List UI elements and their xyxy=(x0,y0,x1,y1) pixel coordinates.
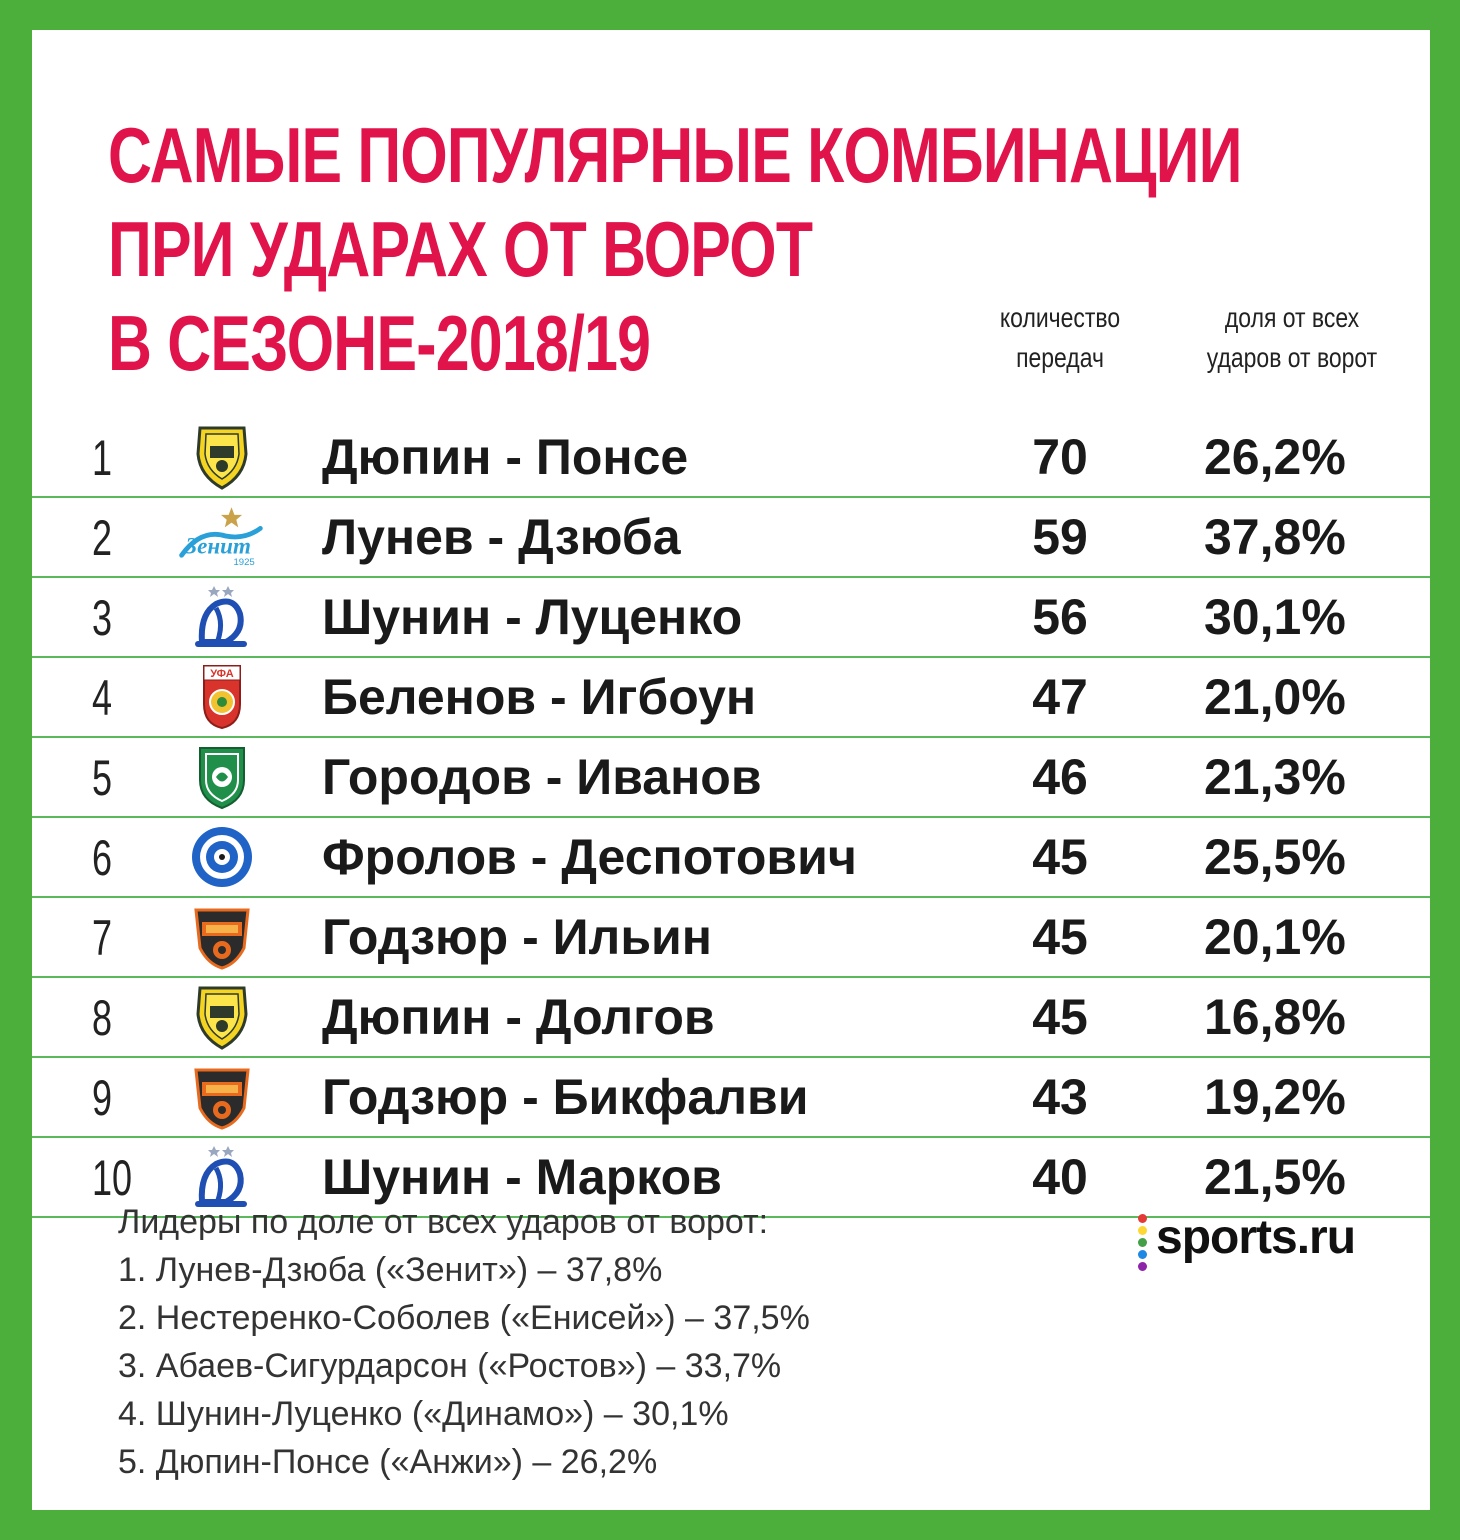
ufa-logo-icon xyxy=(182,664,262,730)
svg-text:УФА: УФА xyxy=(210,668,234,680)
title-line-1: САМЫЕ ПОПУЛЯРНЫЕ КОМБИНАЦИИ xyxy=(108,111,1242,199)
row-rank: 5 xyxy=(92,750,113,806)
row-count: 56 xyxy=(1032,589,1088,645)
row-rank: 4 xyxy=(92,670,113,726)
column-header-share-line1: доля от всех xyxy=(1224,302,1360,333)
row-rank: 2 xyxy=(92,510,113,566)
ural-logo-icon xyxy=(182,1064,262,1130)
row-count: 59 xyxy=(1032,509,1088,565)
title-line-2: ПРИ УДАРАХ ОТ ВОРОТ xyxy=(108,205,813,293)
leaders-item: 2. Нестеренко-Соболев («Енисей») – 37,5% xyxy=(118,1299,810,1337)
row-rank: 1 xyxy=(92,430,113,486)
table-row xyxy=(32,818,1430,898)
infographic-card xyxy=(32,30,1430,1510)
row-count: 45 xyxy=(1032,829,1088,885)
row-pair: Дюпин - Долгов xyxy=(322,989,715,1045)
row-pair: Шунин - Луценко xyxy=(322,589,743,645)
row-pair: Годзюр - Бикфалви xyxy=(322,1069,809,1125)
table-row xyxy=(32,658,1430,738)
column-header-count-line2: передач xyxy=(1016,342,1104,373)
leaders-item: 1. Лунев-Дзюба («Зенит») – 37,8% xyxy=(118,1251,663,1289)
leaders-item: 4. Шунин-Луценко («Динамо») – 30,1% xyxy=(118,1395,729,1433)
column-header-count xyxy=(994,298,1125,378)
brand-dot xyxy=(1138,1262,1147,1271)
brand-name: sports.ru xyxy=(1156,1211,1356,1264)
row-share: 21,3% xyxy=(1204,749,1346,805)
title-line-3: В СЕЗОНЕ-2018/19 xyxy=(108,299,651,387)
row-rank: 7 xyxy=(92,910,113,966)
table-row xyxy=(32,418,1430,498)
table-row xyxy=(32,578,1430,658)
row-count: 47 xyxy=(1032,669,1088,725)
row-pair: Фролов - Деспотович xyxy=(322,829,857,885)
row-rank: 10 xyxy=(92,1150,133,1206)
row-pair: Годзюр - Ильин xyxy=(322,909,712,965)
brand-dot xyxy=(1138,1214,1147,1223)
svg-text:Зенит: Зенит xyxy=(185,532,251,559)
brand-dots-icon xyxy=(1138,1214,1148,1274)
brand-dot xyxy=(1138,1250,1147,1259)
anzhi-logo-icon xyxy=(182,984,262,1050)
table-row xyxy=(32,498,1430,578)
row-rank: 6 xyxy=(92,830,113,886)
column-header-share xyxy=(1202,298,1382,378)
row-count: 45 xyxy=(1032,909,1088,965)
row-count: 45 xyxy=(1032,989,1088,1045)
leaders-item: 5. Дюпин-Понсе («Анжи») – 26,2% xyxy=(118,1443,658,1481)
zenit-logo-icon xyxy=(182,504,262,570)
row-rank: 9 xyxy=(92,1070,113,1126)
row-share: 19,2% xyxy=(1204,1069,1346,1125)
row-count: 40 xyxy=(1032,1149,1088,1205)
row-share: 25,5% xyxy=(1204,829,1346,885)
ranking-table xyxy=(32,418,1430,1218)
ural-logo-icon xyxy=(182,904,262,970)
row-count: 70 xyxy=(1032,429,1088,485)
row-share: 21,0% xyxy=(1204,669,1346,725)
akhmat-logo-icon xyxy=(182,744,262,810)
table-row xyxy=(32,978,1430,1058)
table-row xyxy=(32,898,1430,978)
brand-dot xyxy=(1138,1226,1147,1235)
row-pair: Шунин - Марков xyxy=(322,1149,722,1205)
orenburg-logo-icon xyxy=(182,824,262,890)
row-rank: 3 xyxy=(92,590,113,646)
row-pair: Городов - Иванов xyxy=(322,749,762,805)
row-share: 16,8% xyxy=(1204,989,1346,1045)
column-header-share-line2: ударов от ворот xyxy=(1206,342,1378,373)
row-share: 21,5% xyxy=(1204,1149,1346,1205)
svg-text:1925: 1925 xyxy=(233,556,255,568)
row-count: 46 xyxy=(1032,749,1088,805)
row-pair: Лунев - Дзюба xyxy=(322,509,681,565)
column-header-count-line1: количество xyxy=(999,302,1121,333)
dynamo-logo-icon xyxy=(182,584,262,650)
table-row xyxy=(32,738,1430,818)
leaders-heading: Лидеры по доле от всех ударов от ворот: xyxy=(118,1203,769,1241)
row-rank: 8 xyxy=(92,990,113,1046)
leaders-block xyxy=(118,1198,810,1486)
row-count: 43 xyxy=(1032,1069,1088,1125)
row-pair: Дюпин - Понсе xyxy=(322,429,689,485)
row-share: 26,2% xyxy=(1204,429,1346,485)
table-row xyxy=(32,1058,1430,1138)
anzhi-logo-icon xyxy=(182,424,262,490)
brand-dot xyxy=(1138,1238,1147,1247)
row-share: 30,1% xyxy=(1204,589,1346,645)
leaders-item: 3. Абаев-Сигурдарсон («Ростов») – 33,7% xyxy=(118,1347,782,1385)
row-pair: Беленов - Игбоун xyxy=(322,669,757,725)
row-share: 20,1% xyxy=(1204,909,1346,965)
row-share: 37,8% xyxy=(1204,509,1346,565)
